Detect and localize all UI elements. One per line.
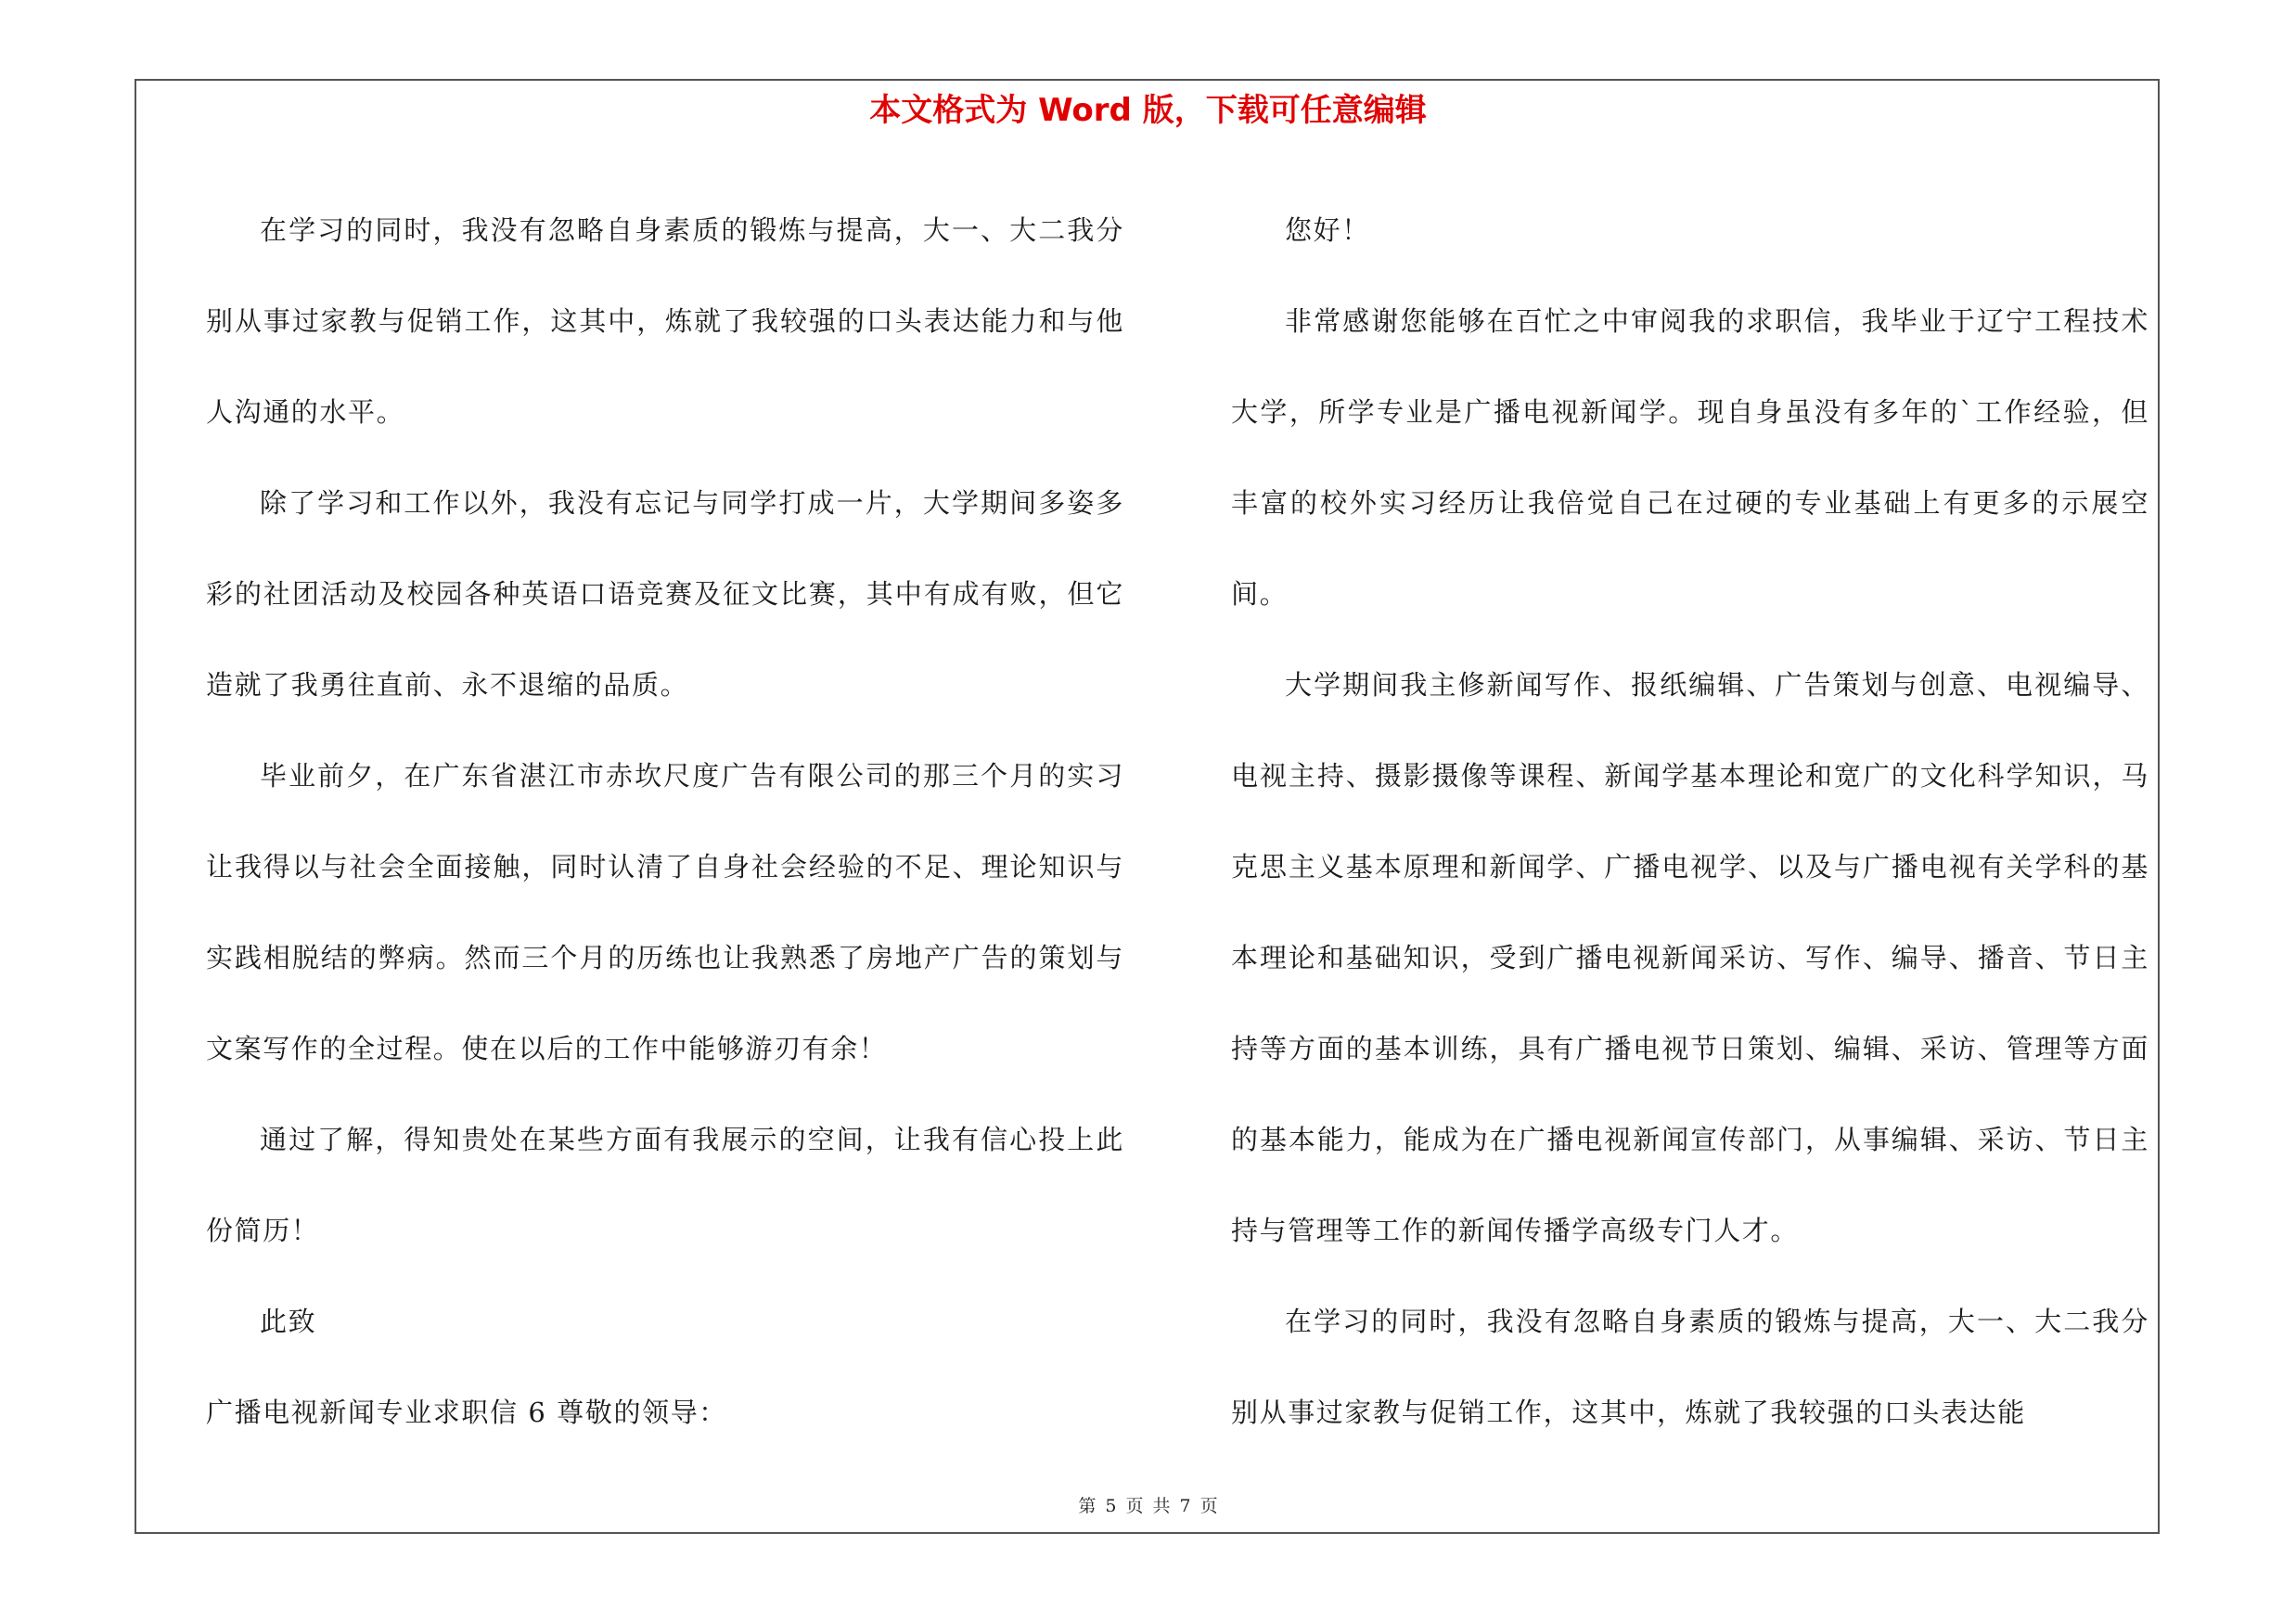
right-text-column [1231,185,2149,1458]
paragraph-letter-heading: 广播电视新闻专业求职信 6 尊敬的领导： [206,1397,727,1428]
paragraph-self-improvement: 在学习的同时，我没有忽略自身素质的锻炼与提高，大一、大二我分别从事过家教与促销工作，这其中，炼就了我较强的口头表达能力和与他人沟通的水平。 [206,214,1124,428]
paragraph-application-intent: 通过了解，得知贵处在某些方面有我展示的空间，让我有信心投上此份简历！ [206,1124,1124,1246]
paragraph-greeting: 您好！ [1285,214,1370,246]
left-text-column [206,185,1124,1458]
paragraph-self-improvement-continued: 在学习的同时，我没有忽略自身素质的锻炼与提高，大一、大二我分别从事过家教与促销工作，这其中，炼就了我较强的口头表达能 [1231,1306,2149,1428]
paragraph-introduction: 非常感谢您能够在百忙之中审阅我的求职信，我毕业于辽宁工程技术大学，所学专业是广播电视新闻学。现自身虽没有多年的`工作经验，但丰富的校外实习经历让我倍觉自己在过硬的专业基础上有更多的示展空间。 [1231,305,2149,610]
paragraph-coursework: 大学期间我主修新闻写作、报纸编辑、广告策划与创意、电视编导、电视主持、摄影摄像等课程、新闻学基本理论和宽广的文化科学知识，马克思主义基本原理和新闻学、广播电视学、以及与广播电视有关学科的基本理论和基础知识，受到广播电视新闻采访、写作、编导、播音、节日主持等方面的基本训练，具有广播电视节日策划、编辑、采访、管理等方面的基本能力，能成为在广播电视新闻宣传部门，从事编辑、采访、节日主持与管理等工作的新闻传播学高级专门人才。 [1231,669,2149,1246]
format-notice-banner: 本文格式为 Word 版，下载可任意编辑 [869,92,1427,129]
paragraph-closing-salutation: 此致 [260,1306,317,1337]
page-number-footer: 第 5 页 共 7 页 [1078,1496,1218,1516]
paragraph-campus-activities: 除了学习和工作以外，我没有忘记与同学打成一片，大学期间多姿多彩的社团活动及校园各种英语口语竞赛及征文比赛，其中有成有败，但它造就了我勇往直前、永不退缩的品质。 [206,487,1124,701]
paragraph-internship: 毕业前夕，在广东省湛江市赤坎尺度广告有限公司的那三个月的实习让我得以与社会全面接触，同时认清了自身社会经验的不足、理论知识与实践相脱结的弊病。然而三个月的历练也让我熟悉了房地产广告的策划与文案写作的全过程。使在以后的工作中能够游刃有余！ [206,760,1124,1064]
